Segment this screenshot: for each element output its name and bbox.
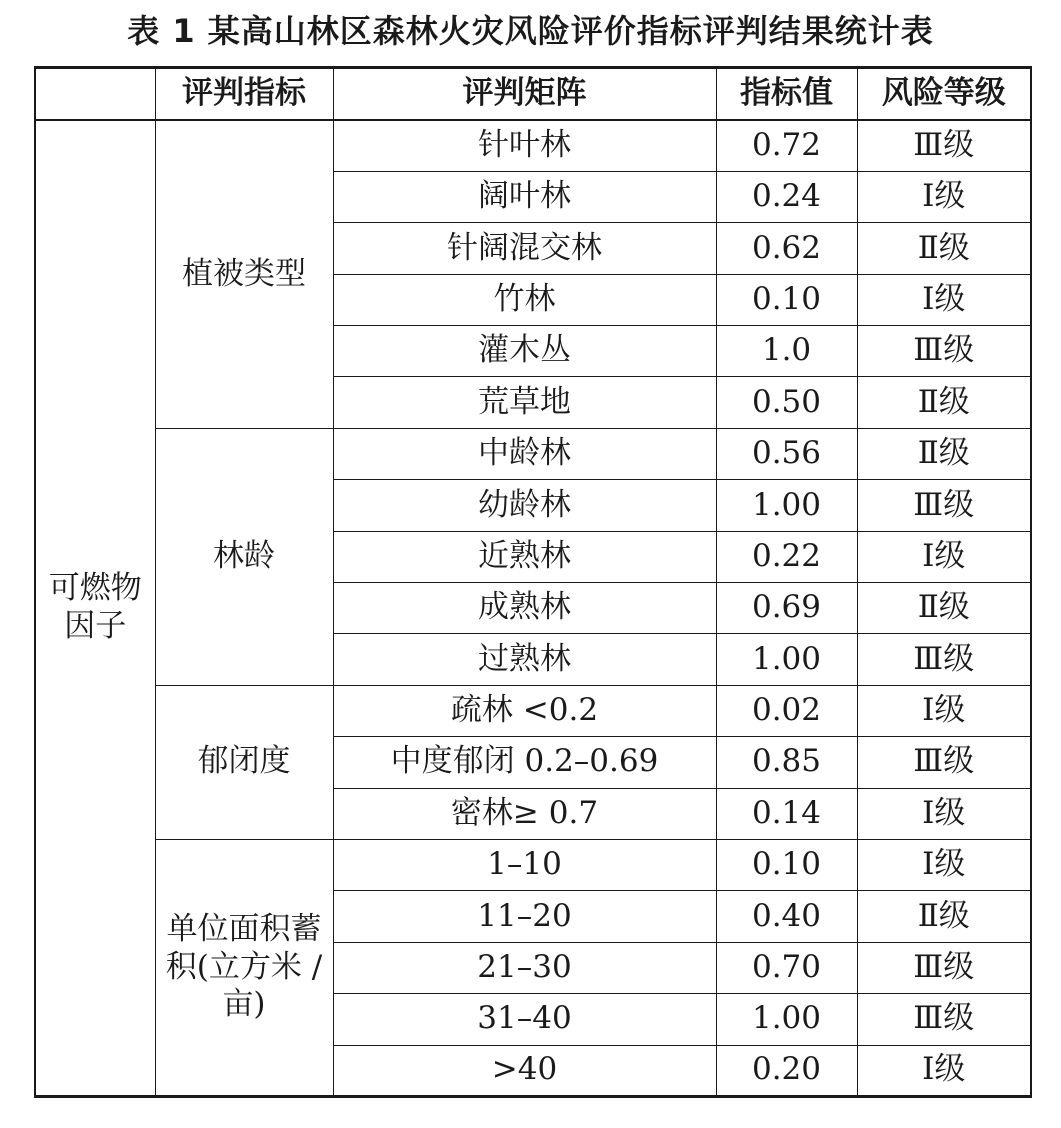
value-cell: 1.0 (716, 326, 857, 377)
value-cell: 0.72 (716, 120, 857, 171)
table-row (35, 685, 1031, 736)
matrix-cell: 近熟林 (333, 531, 716, 582)
indicator-cell: 植被类型 (155, 120, 333, 428)
matrix-cell: 荒草地 (333, 377, 716, 428)
matrix-cell: 阔叶林 (333, 171, 716, 222)
matrix-cell: 21–30 (333, 942, 716, 993)
value-cell: 0.56 (716, 428, 857, 479)
level-cell: Ⅲ级 (857, 737, 1031, 788)
value-cell: 0.70 (716, 942, 857, 993)
level-cell: Ⅲ级 (857, 634, 1031, 685)
value-cell: 1.00 (716, 480, 857, 531)
table-title: 表 1 某高山林区森林火灾风险评价指标评判结果统计表 (127, 12, 934, 50)
header-level: 风险等级 (857, 68, 1031, 121)
matrix-cell: 密林≥ 0.7 (333, 788, 716, 839)
value-cell: 0.14 (716, 788, 857, 839)
value-cell: 0.22 (716, 531, 857, 582)
level-cell: Ⅰ级 (857, 839, 1031, 890)
matrix-cell: 11–20 (333, 891, 716, 942)
matrix-cell: 过熟林 (333, 634, 716, 685)
level-cell: Ⅰ级 (857, 685, 1031, 736)
value-cell: 0.24 (716, 171, 857, 222)
level-cell: Ⅲ级 (857, 994, 1031, 1045)
matrix-cell: 31–40 (333, 994, 716, 1045)
level-cell: Ⅲ级 (857, 326, 1031, 377)
matrix-cell: >40 (333, 1045, 716, 1096)
value-cell: 0.69 (716, 583, 857, 634)
level-cell: Ⅱ级 (857, 583, 1031, 634)
header-row (35, 68, 1031, 121)
matrix-cell: 中龄林 (333, 428, 716, 479)
level-cell: Ⅰ级 (857, 788, 1031, 839)
header-factor (35, 68, 155, 121)
matrix-cell: 竹林 (333, 274, 716, 325)
matrix-cell: 中度郁闭 0.2–0.69 (333, 737, 716, 788)
table-body (35, 120, 1031, 1096)
level-cell: Ⅲ级 (857, 120, 1031, 171)
level-cell: Ⅱ级 (857, 428, 1031, 479)
value-cell: 0.02 (716, 685, 857, 736)
header-value: 指标值 (716, 68, 857, 121)
table-row (35, 428, 1031, 479)
value-cell: 0.40 (716, 891, 857, 942)
level-cell: Ⅰ级 (857, 531, 1031, 582)
value-cell: 1.00 (716, 994, 857, 1045)
level-cell: Ⅰ级 (857, 274, 1031, 325)
matrix-cell: 幼龄林 (333, 480, 716, 531)
value-cell: 0.10 (716, 839, 857, 890)
indicator-cell: 林龄 (155, 428, 333, 685)
table-row (35, 839, 1031, 890)
level-cell: Ⅱ级 (857, 223, 1031, 274)
level-cell: Ⅰ级 (857, 171, 1031, 222)
level-cell: Ⅲ级 (857, 480, 1031, 531)
value-cell: 1.00 (716, 634, 857, 685)
factor-cell: 可燃物因子 (35, 120, 155, 1096)
level-cell: Ⅲ级 (857, 942, 1031, 993)
level-cell: Ⅱ级 (857, 891, 1031, 942)
header-indicator: 评判指标 (155, 68, 333, 121)
value-cell: 0.85 (716, 737, 857, 788)
indicator-cell: 单位面积蓄积(立方米 / 亩) (155, 839, 333, 1096)
indicator-cell: 郁闭度 (155, 685, 333, 839)
matrix-cell: 针阔混交林 (333, 223, 716, 274)
table-row (35, 120, 1031, 171)
matrix-cell: 灌木丛 (333, 326, 716, 377)
level-cell: Ⅱ级 (857, 377, 1031, 428)
matrix-cell: 1–10 (333, 839, 716, 890)
matrix-cell: 针叶林 (333, 120, 716, 171)
value-cell: 0.50 (716, 377, 857, 428)
value-cell: 0.10 (716, 274, 857, 325)
value-cell: 0.62 (716, 223, 857, 274)
level-cell: Ⅰ级 (857, 1045, 1031, 1096)
matrix-cell: 成熟林 (333, 583, 716, 634)
value-cell: 0.20 (716, 1045, 857, 1096)
header-matrix: 评判矩阵 (333, 68, 716, 121)
matrix-cell: 疏林 <0.2 (333, 685, 716, 736)
evaluation-table (34, 66, 1032, 1098)
